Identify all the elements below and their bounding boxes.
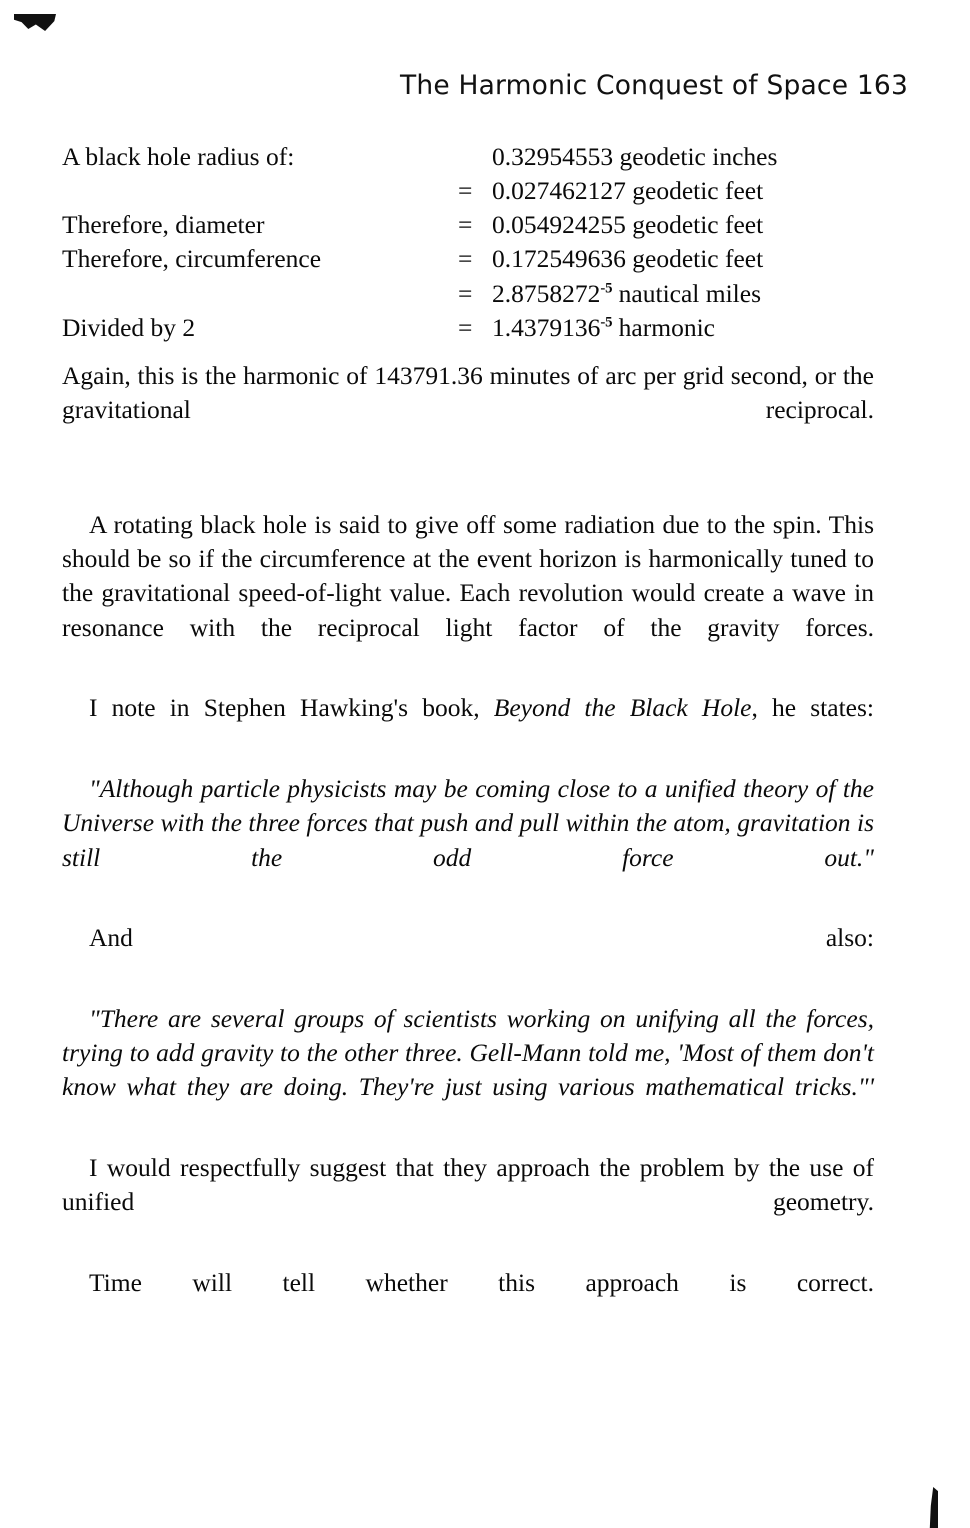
calc-value <box>492 140 874 174</box>
calc-unit-text: geodetic feet <box>632 210 764 240</box>
table-row <box>62 242 874 276</box>
calc-label: Divided by 2 <box>62 312 196 342</box>
spacer <box>62 760 874 772</box>
paragraph-harmonic-note: Again, this is the harmonic of 143791.36 minutes of arc per grid second, or the gravitational reciprocal. <box>62 360 874 425</box>
blockquote-hawking-one: "Although particle physicists may be coming close to a unified theory of the Universe with the three forces that push and pull within the atom, gravitation is still the odd force out." <box>62 773 874 872</box>
book-title-beyond-the-black-hole: Beyond the Black Hole <box>493 693 752 723</box>
paragraph-and-also: And also: <box>89 923 874 953</box>
calc-equals: = <box>458 176 473 206</box>
calc-exponent: -5 <box>600 314 613 331</box>
hawking-intro-before: I note in Stephen Hawking's book, <box>89 693 494 723</box>
scan-artifact-top-left-icon <box>14 14 56 31</box>
calc-unit-text: harmonic <box>618 312 715 342</box>
calc-label <box>62 277 458 311</box>
table-row <box>62 277 874 311</box>
calc-number: 1.4379136 <box>492 312 601 342</box>
calc-value <box>492 277 874 311</box>
calc-exponent: -5 <box>600 280 613 297</box>
table-row <box>62 140 874 174</box>
calc-label: Therefore, diameter <box>62 210 265 240</box>
hawking-intro-after: , he states: <box>751 693 874 723</box>
spacer <box>62 909 874 921</box>
calc-unit-text: geodetic feet <box>632 244 764 274</box>
calc-equals: = <box>458 278 473 308</box>
calculation-table-body <box>62 140 874 345</box>
calc-unit-text: geodetic feet <box>632 176 764 206</box>
calc-number: 0.32954553 <box>492 142 614 171</box>
paragraph-rotating-black-hole: A rotating black hole is said to give off some radiation due to the spin. This should be so if the circumference at the event horizon is harmonically tuned to the gravitational speed-of-light value. Each revolution would create a wave in resonance with the reciprocal light factor of the gravity forces. <box>62 509 874 642</box>
calc-value <box>492 242 874 276</box>
calc-equals: = <box>458 244 473 274</box>
page-running-head: The Harmonic Conquest of Space 163 <box>399 70 908 101</box>
calc-unit-text: nautical miles <box>618 278 762 308</box>
table-row <box>62 174 874 208</box>
calc-value <box>492 311 874 345</box>
scan-artifact-bottom-right-icon <box>928 1487 938 1528</box>
calc-equals: = <box>458 210 473 240</box>
spacer <box>62 1139 874 1151</box>
spacer <box>62 679 874 691</box>
paragraph-hawking-intro <box>62 691 874 760</box>
calc-label: A black hole radius of: <box>62 142 295 171</box>
calc-number: 0.054924255 <box>492 210 626 240</box>
calc-number: 0.172549636 <box>492 244 626 274</box>
calculation-table <box>62 140 874 345</box>
spacer <box>62 990 874 1002</box>
calc-equals: = <box>458 312 473 342</box>
calc-label <box>62 174 458 208</box>
calc-equals <box>458 140 492 174</box>
paragraph-closing: Time will tell whether this approach is correct. <box>89 1267 874 1297</box>
calc-value <box>492 174 874 208</box>
calc-value <box>492 208 874 242</box>
spacer <box>62 462 874 508</box>
calc-unit-text: geodetic inches <box>619 142 778 171</box>
calc-label: Therefore, circumference <box>62 244 322 274</box>
spacer <box>62 1254 874 1266</box>
text-column <box>62 140 874 1334</box>
table-row <box>62 208 874 242</box>
spacer <box>62 345 874 359</box>
calc-number: 0.027462127 <box>492 176 626 206</box>
paragraph-suggestion: I would respectfully suggest that they approach the problem by the use of unified geometry. <box>62 1152 874 1217</box>
table-row <box>62 311 874 345</box>
blockquote-hawking-two: "There are several groups of scientists working on unifying all the forces, trying to add gravity to the other three. Gell-Mann told me, 'Most of them don't know what they are doing. They're just using various mathematical tricks."' <box>62 1003 874 1102</box>
calc-number: 2.8758272 <box>492 278 601 308</box>
